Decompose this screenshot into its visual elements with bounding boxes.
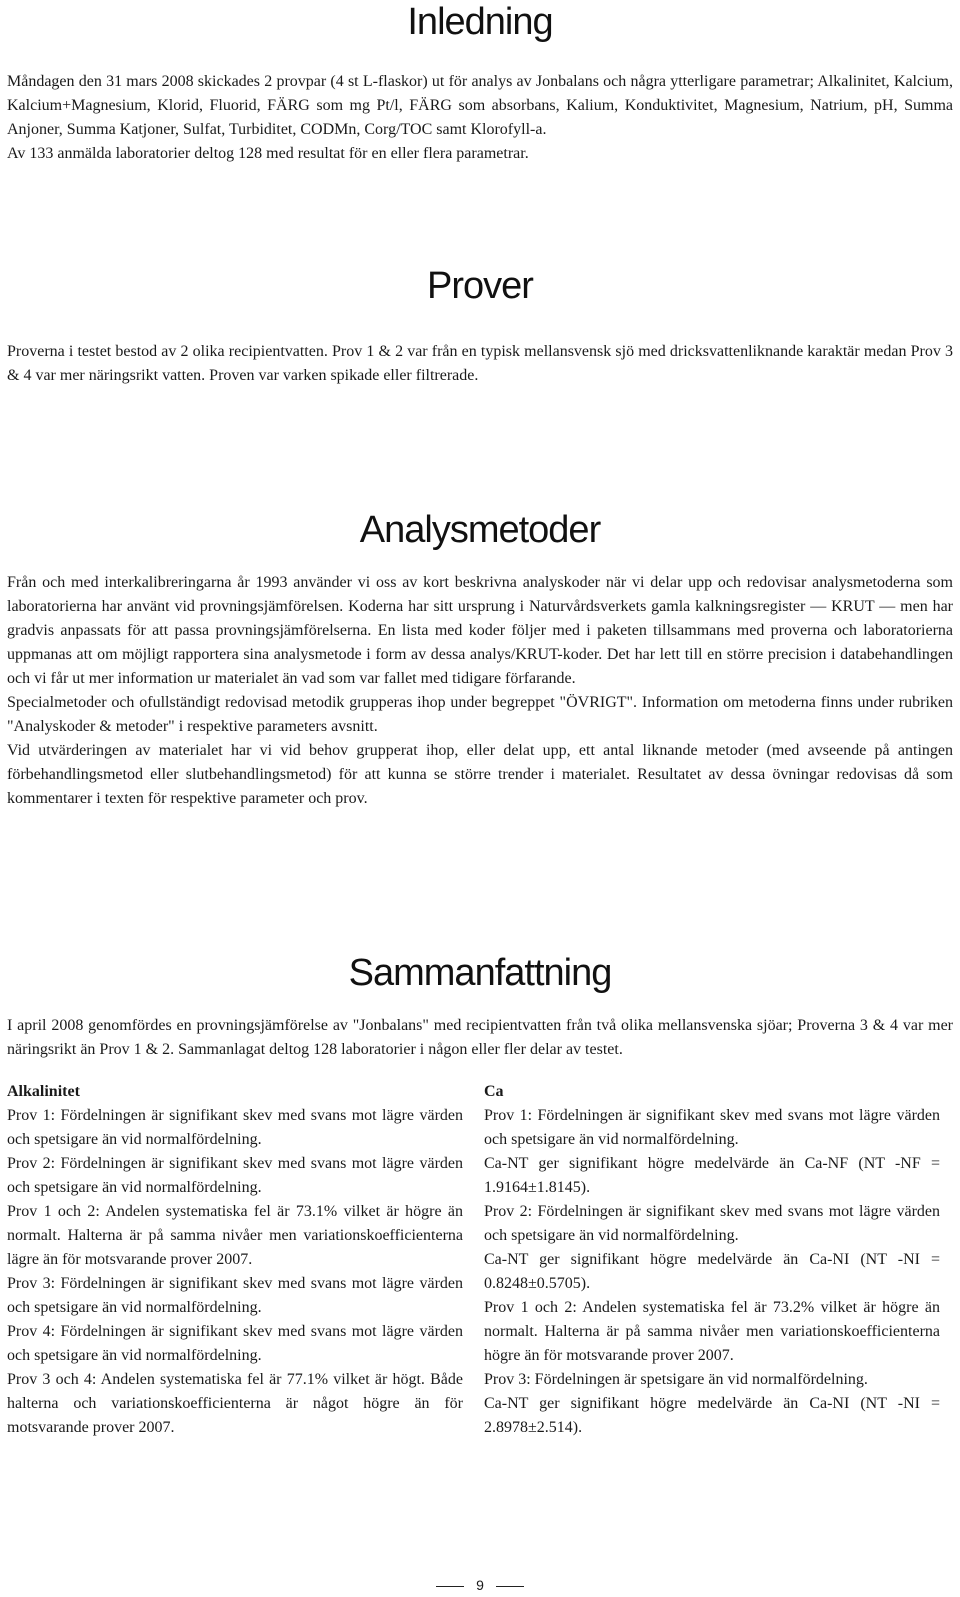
page-number [0,1577,960,1593]
ca-line-1: Prov 1: Fördelningen är signifikant skev med svans mot lägre värden och spetsigare än vid normalfördelning. [484,1107,940,1148]
ca-line-7: Ca-NT ger signifikant högre medelvärde än Ca-NI (NT -NI = 2.8978±2.514). [484,1395,940,1436]
page-number-dash-left [436,1586,464,1587]
column-ca [484,1080,940,1440]
column-title-alkalinitet: Alkalinitet [7,1083,80,1100]
analysmetoder-paragraph-1: Från och med interkalibreringarna år 1993 använder vi oss av kort beskrivna analyskoder när vi delar upp och redovisar analysmetoderna som laboratorierna har använt vid provningsjämförelsen. Koderna har sitt ursprung i Naturvårdsverkets gamla kalkningsregister — KRUT — men har gradvis anpassats för att passa provningsjämförelserna. En lista med koder följer med i paketen tillsammans med proverna och laboratorierna uppmanas att om möjligt rapportera sina analysmetode i form av dessa analys/KRUT-koder. Det har lett till en större precision i databehandlingen och vi får ut mer information ur materialet än vad som var fallet med tidigare förfarande. [7,574,953,687]
sammanfattning-paragraph-1: I april 2008 genomfördes en provningsjämförelse av "Jonbalans" med recipientvatten från två olika mellansvenska sjöar; Proverna 3 & 4 var mer näringsrikt än Prov 1 & 2. Sammanlagat deltog 128 laboratorier i någon eller fler delar av testet. [7,1017,953,1058]
alkalinitet-line-5: Prov 4: Fördelningen är signifikant skev med svans mot lägre värden och spetsigare än vid normalfördelning. [7,1323,463,1364]
heading-prover: Prover [427,265,533,307]
alkalinitet-line-3: Prov 1 och 2: Andelen systematiska fel är 73.1% vilket är högre än normalt. Halterna är på samma nivåer men variationskoefficienterna lägre än för motsvarande prover 2007. [7,1203,463,1268]
alkalinitet-line-2: Prov 2: Fördelningen är signifikant skev med svans mot lägre värden och spetsigare än vid normalfördelning. [7,1155,463,1196]
inledning-body [7,70,953,166]
column-alkalinitet [7,1080,463,1440]
column-title-ca: Ca [484,1083,504,1100]
alkalinitet-line-4: Prov 3: Fördelningen är signifikant skev med svans mot lägre värden och spetsigare än vid normalfördelning. [7,1275,463,1316]
ca-line-2: Ca-NT ger signifikant högre medelvärde än Ca-NF (NT -NF = 1.9164±1.8145). [484,1155,940,1196]
ca-line-5: Prov 1 och 2: Andelen systematiska fel är 73.2% vilket är högre än normalt. Halterna är på samma nivåer men variationskoefficienterna högre än för motsvarande prover 2007. [484,1299,940,1364]
analysmetoder-paragraph-2: Specialmetoder och ofullständigt redovisad metodik grupperas ihop under begreppet "ÖVRIGT". Information om metoderna finns under rubriken "Analyskoder & metoder" i respektive parameters avsnitt. [7,694,953,735]
heading-sammanfattning: Sammanfattning [348,952,612,994]
ca-line-3: Prov 2: Fördelningen är signifikant skev med svans mot lägre värden och spetsigare än vid normalfördelning. [484,1203,940,1244]
ca-line-4: Ca-NT ger signifikant högre medelvärde än Ca-NI (NT -NI = 0.8248±0.5705). [484,1251,940,1292]
inledning-paragraph-2: Av 133 anmälda laboratorier deltog 128 med resultat för en eller flera parametrar. [7,145,529,162]
ca-line-6: Prov 3: Fördelningen är spetsigare än vid normalfördelning. [484,1371,868,1388]
prover-paragraph-1: Proverna i testet bestod av 2 olika recipientvatten. Prov 1 & 2 var från en typisk mellansvensk sjö med dricksvattenliknande karaktär medan Prov 3 & 4 var mer näringsrikt vatten. Proven var varken spikade eller filtrerade. [7,343,953,384]
heading-analysmetoder: Analysmetoder [359,509,601,551]
prover-body [7,340,953,388]
heading-inledning: Inledning [407,1,553,43]
page-number-value: 9 [476,1577,484,1593]
alkalinitet-line-1: Prov 1: Fördelningen är signifikant skev med svans mot lägre värden och spetsigare än vid normalfördelning. [7,1107,463,1148]
page-number-dash-right [496,1586,524,1587]
inledning-paragraph-1: Måndagen den 31 mars 2008 skickades 2 provpar (4 st L-flaskor) ut för analys av Jonbalans och några ytterligare parametrar; Alkalinitet, Kalcium, Kalcium+Magnesium, Klorid, Fluorid, FÄRG som mg Pt/l, FÄRG som absorbans, Kalium, Konduktivitet, Magnesium, Natrium, pH, Summa Anjoner, Summa Katjoner, Sulfat, Turbiditet, CODMn, Corg/TOC samt Klorofyll-a. [7,73,953,138]
alkalinitet-line-6: Prov 3 och 4: Andelen systematiska fel är 77.1% vilket är högt. Både halterna och variationskoefficienterna är något högre än för motsvarande prover 2007. [7,1371,463,1436]
analysmetoder-body [7,571,953,811]
sammanfattning-body [7,1014,953,1062]
analysmetoder-paragraph-3: Vid utvärderingen av materialet har vi vid behov grupperat ihop, eller delat upp, ett antal liknande metoder (med avseende på antingen förbehandlingsmetod eller slutbehandlingsmetod) för att kunna se större trender i materialet. Resultatet av dessa övningar redovisas då som kommentarer i texten för respektive parameter och prov. [7,742,953,807]
